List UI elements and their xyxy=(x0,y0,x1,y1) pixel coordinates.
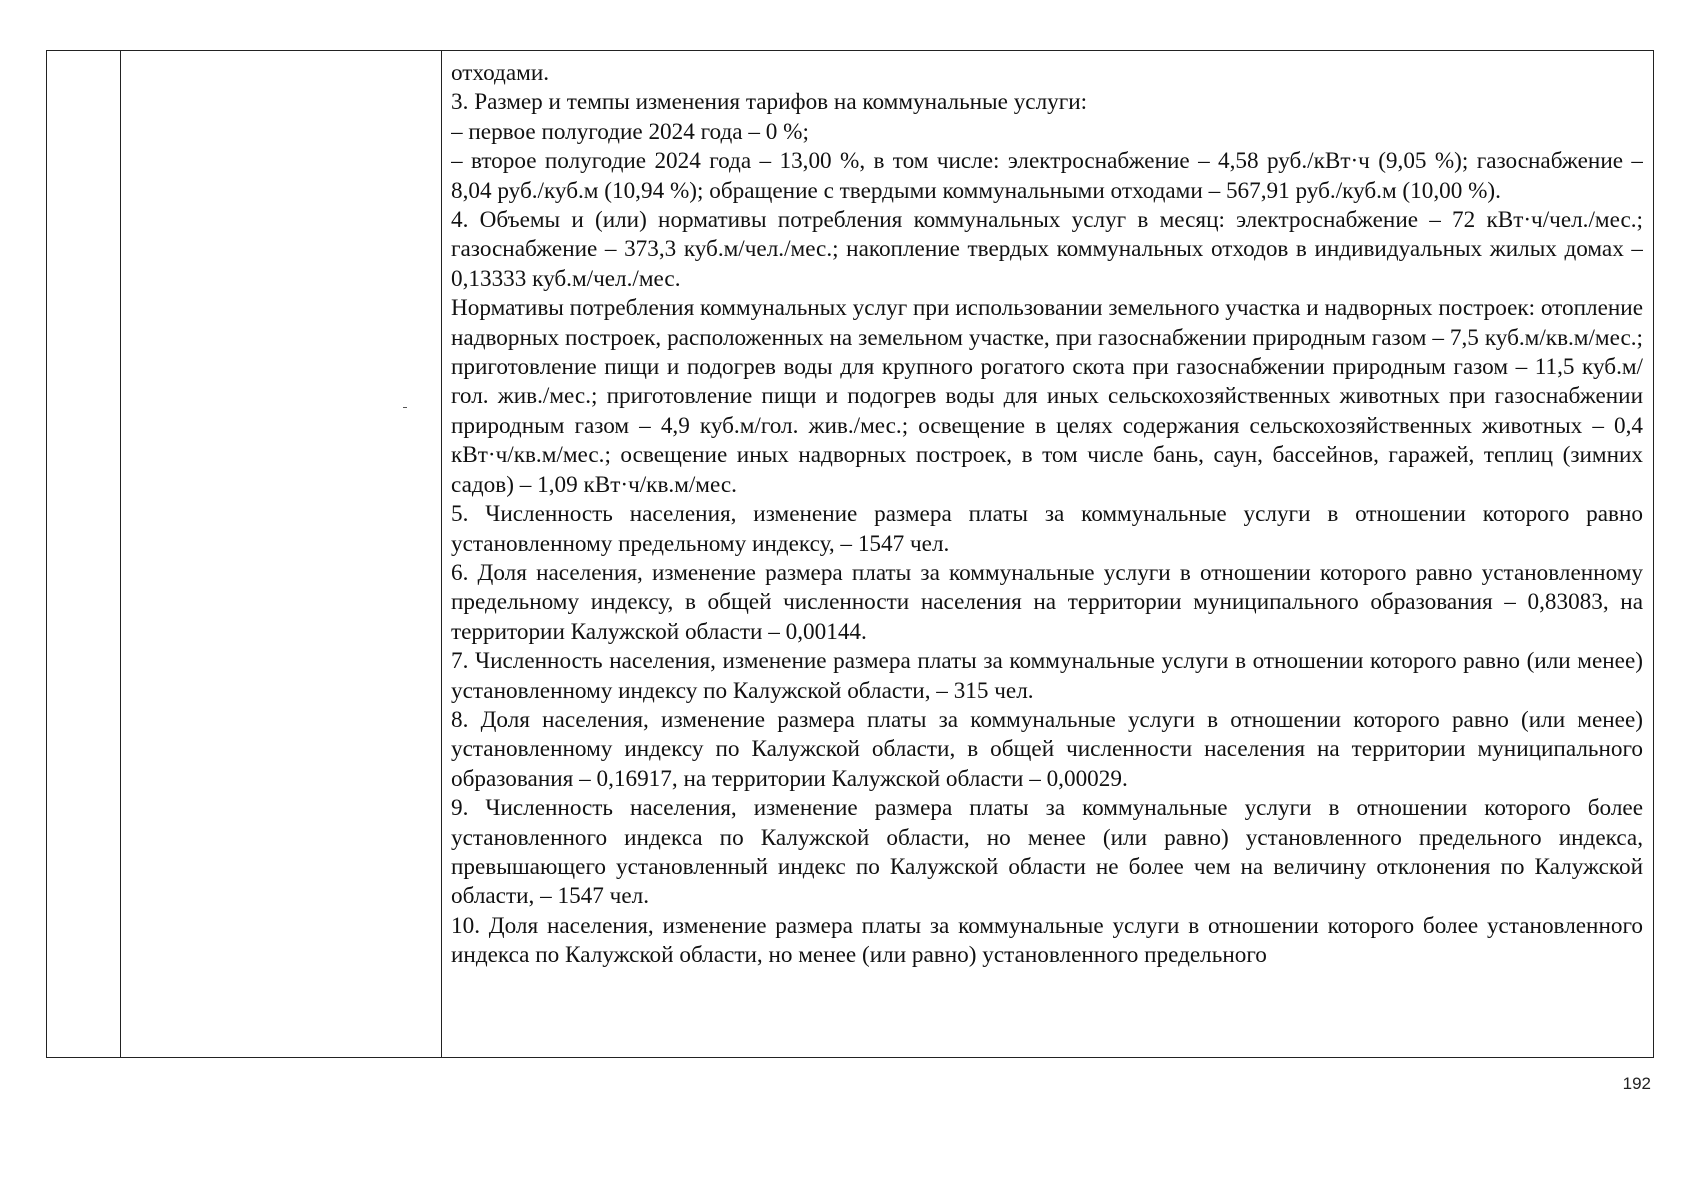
paragraph-item-3-heading: 3. Размер и темпы изменения тарифов на коммунальные услуги: xyxy=(451,89,1088,116)
paragraph-item-8: 8. Доля населения, изменение размера платы за коммунальные услуги в отношении которого равно (или менее) установленному индексу по Калужской области, в общей численности населения на территории муниципального образования – 0,16917, на территории Калужской области – 0,00029. xyxy=(451,706,1643,792)
paragraph-continuation: отходами. xyxy=(451,60,550,86)
paragraph-item-9: 9. Численность населения, изменение размера платы за коммунальные услуги в отношении которого более установленного индекса по Калужской области, но менее (или равно) установленного предельного индекса, превышающего установленный индекс по Калужской области не более чем на величину отклонения по Калужской области, – 1547 чел. xyxy=(451,795,1643,910)
paragraph-item-10: 10. Доля населения, изменение размера платы за коммунальные услуги в отношении которого более установленного индекса по Калужской области, но менее (или равно) установленного предельного xyxy=(451,912,1643,969)
paragraph-item-6: 6. Доля населения, изменение размера платы за коммунальные услуги в отношении которого равно установленному предельному индексу, в общей численности населения на территории муниципального образования – 0,83083, на территории Калужской области – 0,00144. xyxy=(451,559,1643,645)
paragraph-item-4: 4. Объемы и (или) нормативы потребления коммунальных услуг в месяц: электроснабжение – 72 кВт·ч/чел./мес.; газоснабжение – 373,3 куб.м/чел./мес.; накопление твердых коммунальных отходов в индивидуальных жилых домах – 0,13333 куб.м/чел./мес. xyxy=(451,207,1643,292)
paragraph-item-5: 5. Численность населения, изменение размера платы за коммунальные услуги в отношении которого равно установленному предельному индексу, – 1547 чел. xyxy=(451,501,1643,557)
paragraph-item-7: 7. Численность населения, изменение размера платы за коммунальные услуги в отношении которого равно (или менее) установленному индексу по Калужской области, – 315 чел. xyxy=(451,648,1643,704)
content-cell xyxy=(451,59,1643,1053)
column-divider-2 xyxy=(441,51,442,1057)
scan-mark xyxy=(403,407,407,408)
document-table xyxy=(46,50,1654,1058)
paragraph-item-3-first-half: – первое полугодие 2024 года – 0 %; xyxy=(451,118,809,145)
page-number: 192 xyxy=(1622,1074,1651,1093)
column-divider-1 xyxy=(120,51,121,1057)
paragraph-item-4-norms: Нормативы потребления коммунальных услуг при использовании земельного участка и надворных построек: отопление надворных построек, расположенных на земельном участке, при газоснабжении природным газом – 7,5 куб.м/кв.м/мес.; приготовление пищи и подогрев воды для крупного рогатого скота при газоснабжении природным газом – 11,5 куб.м/гол. жив./мес.; приготовление пищи и подогрев воды для иных сельскохозяйственных животных при газоснабжении природным газом – 4,9 куб.м/гол. жив./мес.; освещение в целях содержания сельскохозяйственных животных – 0,4 кВт·ч/кв.м/мес.; освещение иных надворных построек, в том числе бань, саун, бассейнов, гаражей, теплиц (зимних садов) – 1,09 кВт·ч/кв.м/мес. xyxy=(451,295,1643,498)
paragraph-item-3-second-half: – второе полугодие 2024 года – 13,00 %, в том числе: электроснабжение – 4,58 руб./кВт·ч (9,05 %); газоснабжение – 8,04 руб./куб.м (10,94 %); обращение с твердыми коммунальными отходами – 567,91 руб./куб.м (10,00 %). xyxy=(451,148,1643,204)
